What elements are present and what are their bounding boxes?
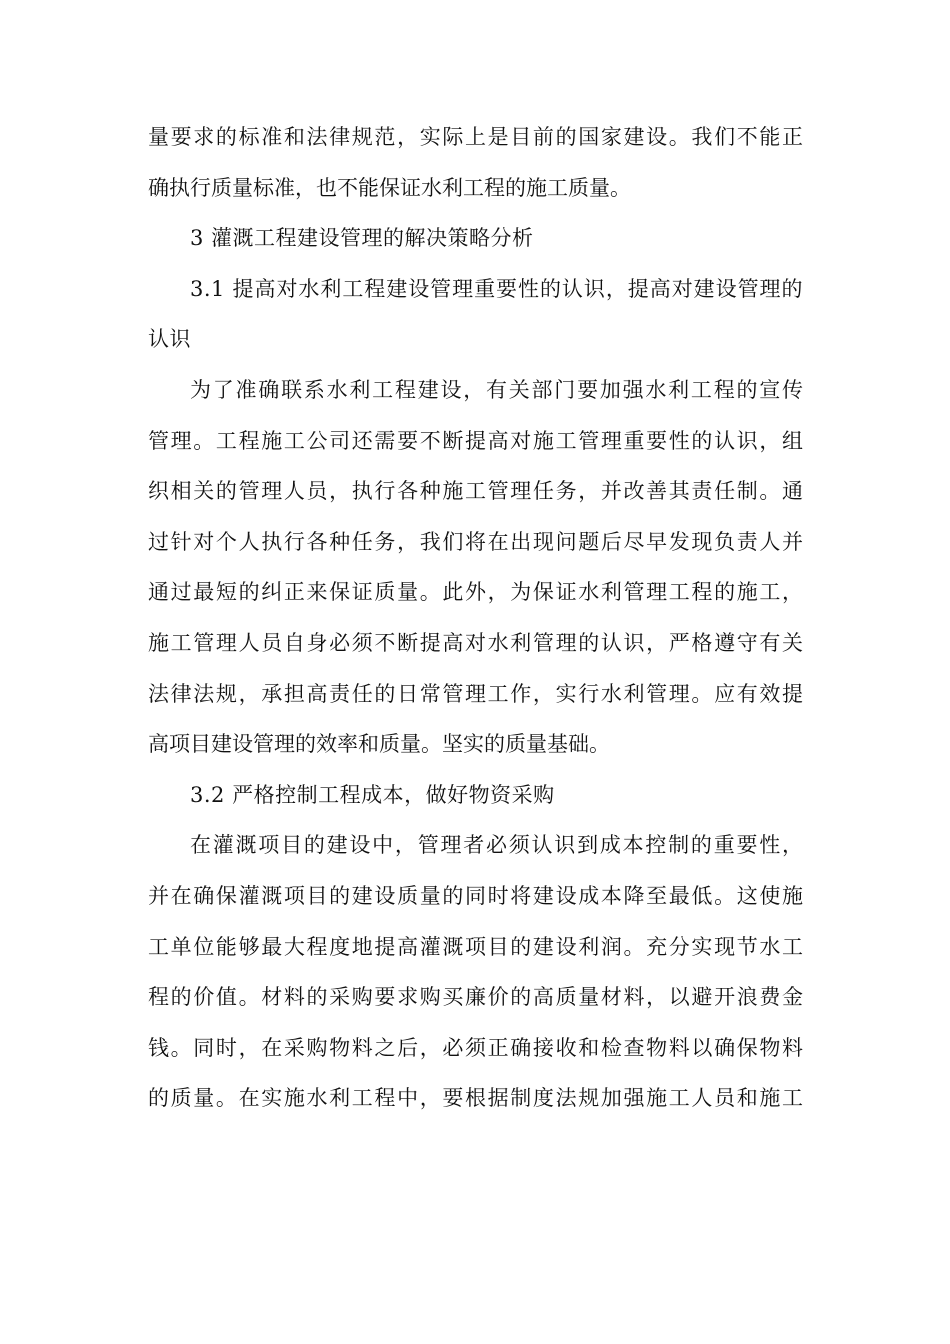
paragraph-line: 管理。工程施工公司还需要不断提高对施工管理重要性的认识，组 [148,428,803,453]
paragraph-line: 过针对个人执行各种任务，我们将在出现问题后尽早发现负责人并 [148,529,803,554]
paragraph-line: 钱。同时，在采购物料之后，必须正确接收和检查物料以确保物料 [148,1035,803,1060]
paragraph-line: 织相关的管理人员，执行各种施工管理任务，并改善其责任制。通 [148,479,803,504]
paragraph-line: 通过最短的纠正来保证质量。此外，为保证水利管理工程的施工， [148,580,803,605]
paragraph-line: 工单位能够最大程度地提高灌溉项目的建设利润。充分实现节水工 [148,934,803,959]
section-heading-3: 3 灌溉工程建设管理的解决策略分析 [190,226,534,251]
paragraph-line: 量要求的标准和法律规范，实际上是目前的国家建设。我们不能正 [148,125,803,149]
paragraph-line: 确执行质量标准，也不能保证水利工程的施工质量。 [148,175,631,200]
paragraph-line: 为了准确联系水利工程建设，有关部门要加强水利工程的宣传 [190,377,803,402]
paragraph-line: 施工管理人员自身必须不断提高对水利管理的认识，严格遵守有关 [148,630,803,655]
paragraph-line: 并在确保灌溉项目的建设质量的同时将建设成本降至最低。这使施 [148,883,803,908]
subsection-heading-3-1: 3.1 提高对水利工程建设管理重要性的认识，提高对建设管理的 [190,276,803,301]
paragraph-line: 在灌溉项目的建设中，管理者必须认识到成本控制的重要性， [190,833,803,858]
paragraph-line: 的质量。在实施水利工程中，要根据制度法规加强施工人员和施工 [148,1086,803,1111]
paragraph-line: 法律法规，承担高责任的日常管理工作，实行水利管理。应有效提 [148,681,803,706]
body-text [148,112,803,1124]
paragraph-line: 高项目建设管理的效率和质量。坚实的质量基础。 [148,732,610,757]
paragraph-line: 程的价值。材料的采购要求购买廉价的高质量材料，以避开浪费金 [148,985,803,1010]
subsection-heading-3-2: 3.2 严格控制工程成本，做好物资采购 [190,782,555,807]
subsection-heading-3-1-continued: 认识 [148,327,191,352]
